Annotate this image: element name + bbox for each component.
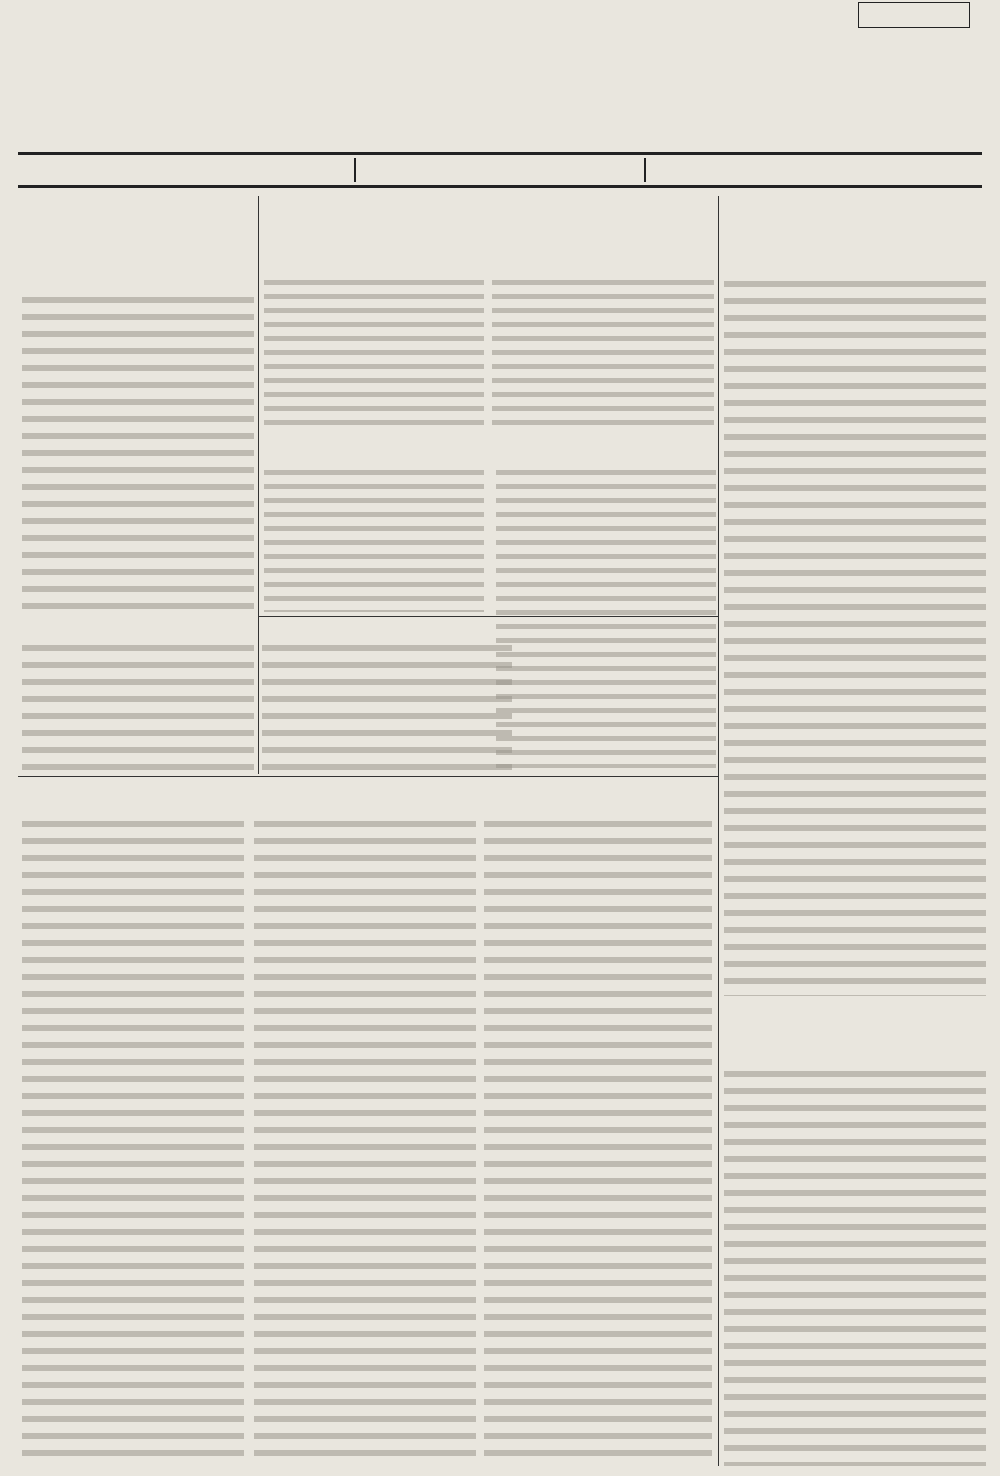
col2-article2-body-left [264,466,484,612]
column-rule [258,196,259,774]
col1-article2-body-continued [262,640,512,770]
col3-article1-headline [724,204,986,270]
col1-article2-headline [22,616,492,638]
dateline-bar [18,152,982,188]
column-rule [718,196,719,1466]
divider [644,158,646,182]
col2-article2-body-right [496,466,716,768]
section-rule [18,776,718,777]
col3-article1-body [724,276,986,996]
divider [354,158,356,182]
feature-headline [22,782,712,812]
col1-article1-headline [22,202,254,288]
col3-article2-headline [724,1012,986,1060]
feature-body-col3 [484,816,712,1466]
masthead-title [60,2,940,162]
col2-article1-body [264,276,484,426]
col2-article2-headline [264,428,714,462]
col2-article1-headline [264,204,714,250]
col1-article1-body [22,292,254,610]
feature-body-col1 [22,816,244,1466]
col1-article2-body [22,640,254,770]
col2-article1-body-continued [492,276,714,426]
col2-article1-dateline [264,254,714,272]
feature-body-col2 [254,816,476,1466]
col3-article2-body [724,1066,986,1466]
